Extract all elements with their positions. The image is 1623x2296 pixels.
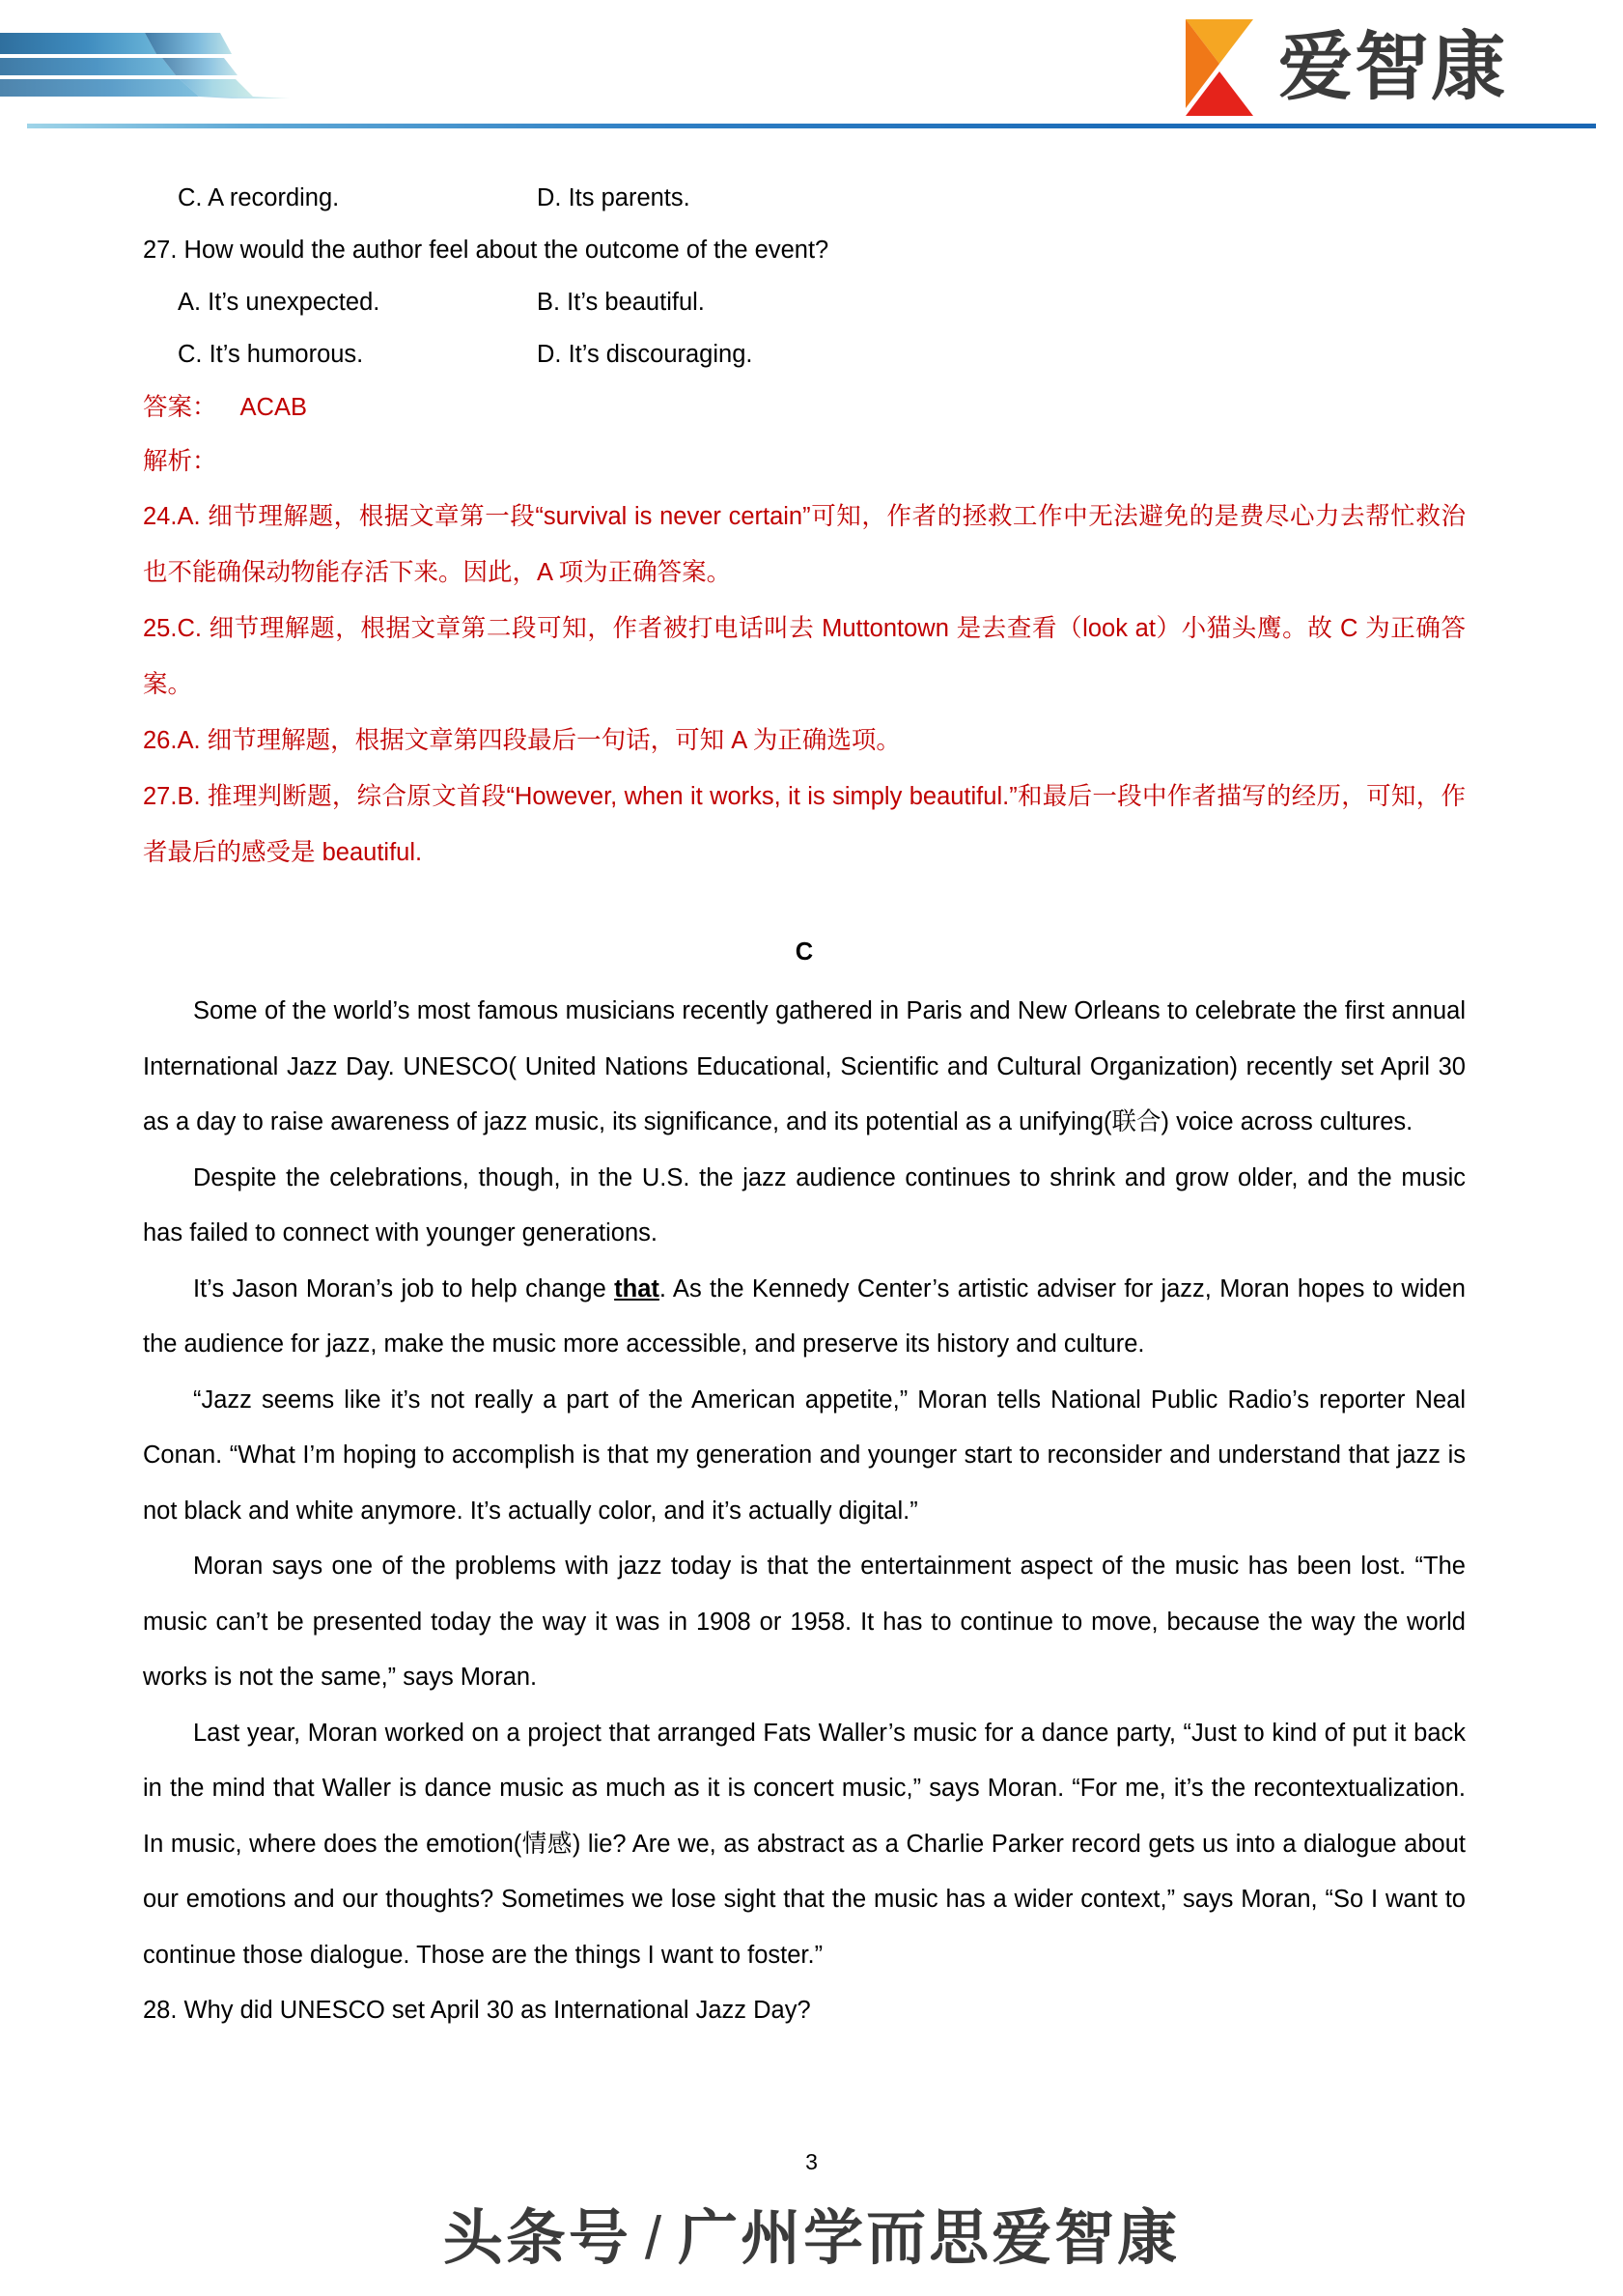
explanation-24: 24.A. 细节理解题，根据文章第一段“survival is never certain”可知，作者的拯救工作中无法避免的是费尽心力去帮忙救治也不能确保动物能存活下来。因此，A 项为正确答案。 — [143, 503, 1466, 586]
option-c: C. A recording. — [178, 184, 340, 211]
passage-title: C — [795, 938, 814, 966]
question-27-options-row-1 — [143, 276, 1466, 328]
explanation-25: 25.C. 细节理解题，根据文章第二段可知，作者被打电话叫去 Muttontown 是去查看（look at）小猫头鹰。故 C 为正确答案。 — [143, 615, 1466, 698]
passage-paragraph-6: Last year, Moran worked on a project that arranged Fats Waller’s music for a dance party, “Just to kind of put it back in the mind that Waller is dance music as much as it is concert music,” says Moran. “For me, it’s the recontextualization. In music, where does the emotion(情感) lie? Are we, as abstract as a Charlie Parker record gets us into a dialogue about our emotions and our thoughts? Sometimes we lose sight that the music has a wider context,” says Moran, “So I want to continue those dialogue. Those are the things I want to foster.” — [143, 1719, 1466, 1969]
passage-paragraph-5: Moran says one of the problems with jazz today is that the entertainment aspect of the music has been lost. “The music can’t be presented today the way it was in 1908 or 1958. It has to continue to move, because the way the world works is not the same,” says Moran. — [143, 1553, 1466, 1691]
watermark-separator: / — [644, 2205, 665, 2272]
page-content — [143, 172, 1466, 2039]
answer-label: 答案： — [143, 394, 217, 421]
option-d: D. Its parents. — [537, 184, 690, 211]
moran-text-after: . As the Kennedy Center’s artistic adviser for jazz, Moran hopes to widen the audience for jazz, make the music more accessible, and preserve its history and culture. — [143, 1274, 1466, 1358]
analysis-label: 解析： — [143, 448, 217, 475]
header-divider — [27, 124, 1596, 128]
explanation-27: 27.B. 推理判断题，综合原文首段“However, when it works, it is simply beautiful.”和最后一段中作者描写的经历，可知，作者最后的感受是 beautiful. — [143, 783, 1466, 866]
option-a: A. It’s unexpected. — [178, 289, 380, 316]
question-27-options-row-2 — [143, 328, 1466, 380]
option-d: D. It’s discouraging. — [537, 341, 753, 368]
brand-logo — [1182, 15, 1507, 120]
header-banner-graphic — [0, 29, 734, 104]
page-number: 3 — [805, 2149, 818, 2174]
footer-watermark — [0, 2190, 1623, 2276]
passage-paragraph-1: Some of the world’s most famous musicians recently gathered in Paris and New Orleans to celebrate the first annual International Jazz Day. UNESCO( United Nations Educational, Scientific and Cultural Organization) recently set April 30 as a day to raise awareness of jazz music, its significance, and its potential as a unifying(联合) voice across cultures. — [143, 997, 1466, 1135]
question-27-stem: 27. How would the author feel about the outcome of the event? — [143, 237, 829, 264]
question-26-options-tail — [143, 172, 1466, 224]
watermark-prefix: 头条号 — [442, 2205, 631, 2272]
passage-paragraph-2: Despite the celebrations, though, in the U.S. the jazz audience continues to shrink and grow older, and the music has failed to connect with younger generations. — [143, 1163, 1466, 1246]
explanation-26: 26.A. 细节理解题，根据文章第四段最后一句话，可知 A 为正确选项。 — [143, 727, 901, 754]
answer-line — [143, 380, 1466, 434]
option-b: B. It’s beautiful. — [537, 289, 705, 316]
brand-name: 爱智康 — [1278, 24, 1507, 111]
passage-paragraph-4: “Jazz seems like it’s not really a part of the American appetite,” Moran tells National Public Radio’s reporter Neal Conan. “What I’m hoping to accomplish is that my generation and younger start to reconsider and understand that jazz is not black and white anymore. It’s actually color, and it’s actually digital.” — [143, 1386, 1466, 1525]
option-c: C. It’s humorous. — [178, 341, 364, 368]
page-header — [0, 0, 1623, 133]
question-28-stem: 28. Why did UNESCO set April 30 as International Jazz Day? — [143, 1997, 811, 2024]
moran-text-before: It’s Jason Moran’s job to help change — [193, 1274, 615, 1302]
aizhikang-hourglass-logo-icon — [1182, 15, 1257, 120]
answer-value: ACAB — [239, 394, 307, 421]
watermark-suffix: 广州学而思爱智康 — [678, 2205, 1181, 2272]
passage-paragraph-3-moran — [143, 1262, 1466, 1373]
emphasized-word: that — [614, 1274, 659, 1302]
